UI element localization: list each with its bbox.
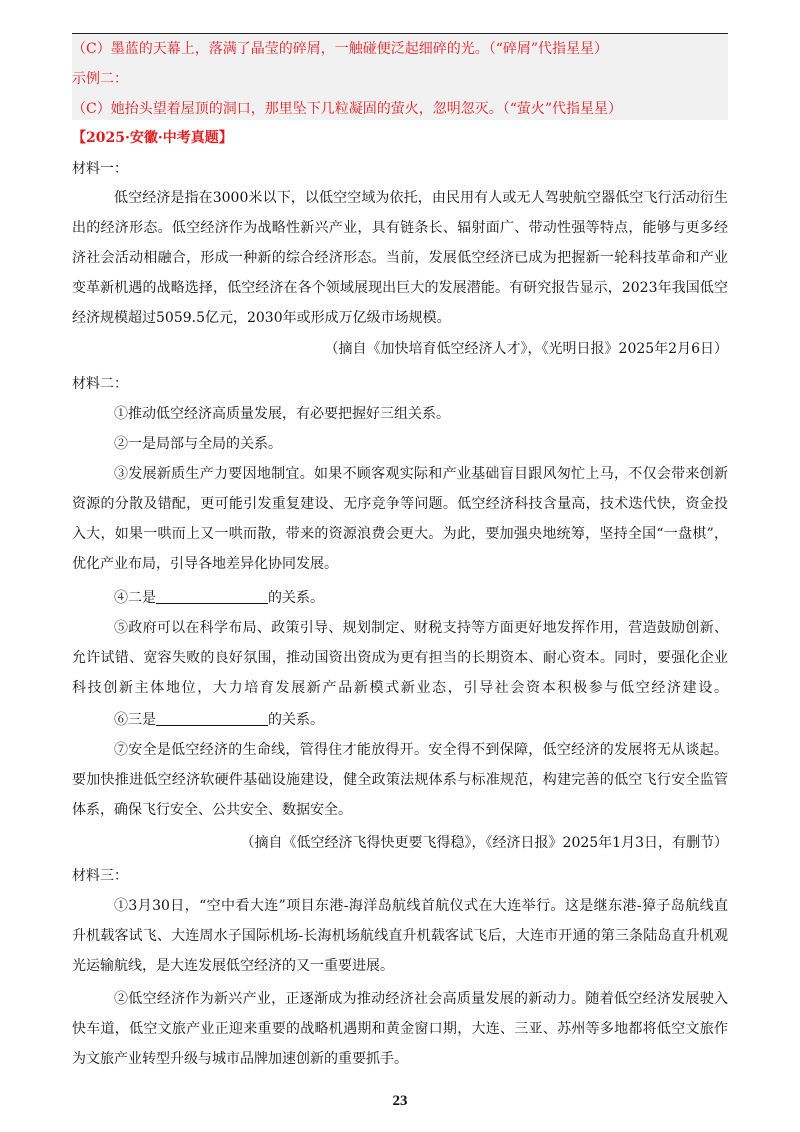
m2-para-5-line: 允许试错、宽容失败的良好氛围，推动国资出资成为更有担当的长期资本、耐心资本。同时，要强化企业 [72, 650, 728, 666]
m3-para-2-line: 为文旅产业转型升级与城市品牌加速创新的重要抓手。 [72, 1051, 408, 1067]
m2-para-2: ②一是局部与全局的关系。 [114, 436, 282, 452]
m3-para-1-line: 光运输航线，是大连发展低空经济的又一重要进展。 [72, 958, 394, 974]
m1-line: 低空经济是指在3000米以下，以低空空域为依托，由民用有人或无人驾驶航空器低空飞行活动衍生 [114, 190, 728, 206]
m1-line: 变革新机遇的战略选择，低空经济在各个领域展现出巨大的发展潜能。有研究报告显示，2023年我国低空 [72, 280, 728, 296]
m2-para-3-line: 资源的分散及错配，更可能引发重复建设、无序竞争等问题。低空经济科技含量高，技术迭代快，资金投 [72, 496, 728, 512]
m2-para-7-line: 体系，确保飞行安全、公共安全、数据安全。 [72, 802, 352, 818]
m2-source: （摘自《低空经济飞得快更要飞得稳》，《经济日报》2025年1月3日，有删节） [240, 835, 728, 851]
m2-para-3-line: ③发展新质生产力要因地制宜。如果不顾客观实际和产业基础盲目跟风匆忙上马，不仅会带来创新 [114, 466, 728, 482]
m1-line: 济社会活动相融合，形成一种新的综合经济形态。当前，发展低空经济已成为把握新一轮科技革命和产业 [72, 250, 728, 266]
m2-para-7-line: ⑦安全是低空经济的生命线，管得住才能放得开。安全得不到保障，低空经济的发展将无从谈起。 [114, 742, 728, 758]
page-number: 23 [392, 1093, 408, 1109]
m3-para-1-line: 升机载客试飞、大连周水子国际机场-长海机场航线直升机载客试飞后，大连市开通的第三条陆岛直升机观 [72, 928, 728, 944]
m1-source: （摘自《加快培育低空经济人才》，《光明日报》2025年2月6日） [324, 341, 728, 357]
m2-para-4: ④二是 的关系。 [114, 590, 324, 606]
material-3-title: 材料三： [72, 868, 128, 884]
m2-para-7-line: 要加快推进低空经济软硬件基础设施建设，健全政策法规体系与标准规范，构建完善的低空飞行安全监管 [72, 772, 728, 788]
m1-line: 经济规模超过5059.5亿元，2030年或形成万亿级市场规模。 [72, 310, 451, 326]
example-line-1: （C）墨蓝的天幕上，落满了晶莹的碎屑，一触碰便泛起细碎的光。（“碎屑”代指星星） [72, 41, 609, 57]
m1-line: 出的经济形态。低空经济作为战略性新兴产业，具有链条长、辐射面广、带动性强等特点，能够与更多经 [72, 220, 728, 236]
answer-blank-1[interactable] [156, 589, 268, 604]
material-2-title: 材料二： [72, 376, 128, 392]
m2-para-3-line: 优化产业布局，引导各地差异化协同发展。 [72, 556, 338, 572]
m2-para-5-line: 科技创新主体地位，大力培育发展新产品新模式新业态，引导社会资本积极参与低空经济建设。 [72, 680, 728, 696]
m2-para-6: ⑥三是 的关系。 [114, 712, 324, 728]
m3-para-1-line: ①3月30日，“空中看大连”项目东港-海洋岛航线首航仪式在大连举行。这是继东港-獐子岛航线直 [114, 898, 728, 914]
m3-para-2-line: 快车道，低空文旅产业正迎来重要的战略机遇期和黄金窗口期，大连、三亚、苏州等多地都将低空文旅作 [72, 1021, 728, 1037]
m2-para-1: ①推动低空经济高质量发展，有必要把握好三组关系。 [114, 406, 450, 422]
exam-tag: 【2025·安徽·中考真题】 [72, 130, 233, 146]
m2-para-3-line: 入大，如果一哄而上又一哄而散，带来的资源浪费会更大。为此，要加强央地统筹，坚持全国“一盘棋”， [72, 526, 728, 542]
example-2-label: 示例二： [72, 71, 128, 87]
answer-blank-2[interactable] [156, 711, 268, 726]
m3-para-2-line: ②低空经济作为新兴产业，正逐渐成为推动经济社会高质量发展的新动力。随着低空经济发展驶入 [114, 991, 728, 1007]
example-line-2: （C）她抬头望着屋顶的洞口，那里坠下几粒凝固的萤火，忽明忽灭。（“萤火”代指星星） [72, 101, 623, 117]
material-1-title: 材料一： [72, 161, 128, 177]
m2-para-5-line: ⑤政府可以在科学布局、政策引导、规划制定、财税支持等方面更好地发挥作用，营造鼓励创新、 [114, 620, 728, 636]
